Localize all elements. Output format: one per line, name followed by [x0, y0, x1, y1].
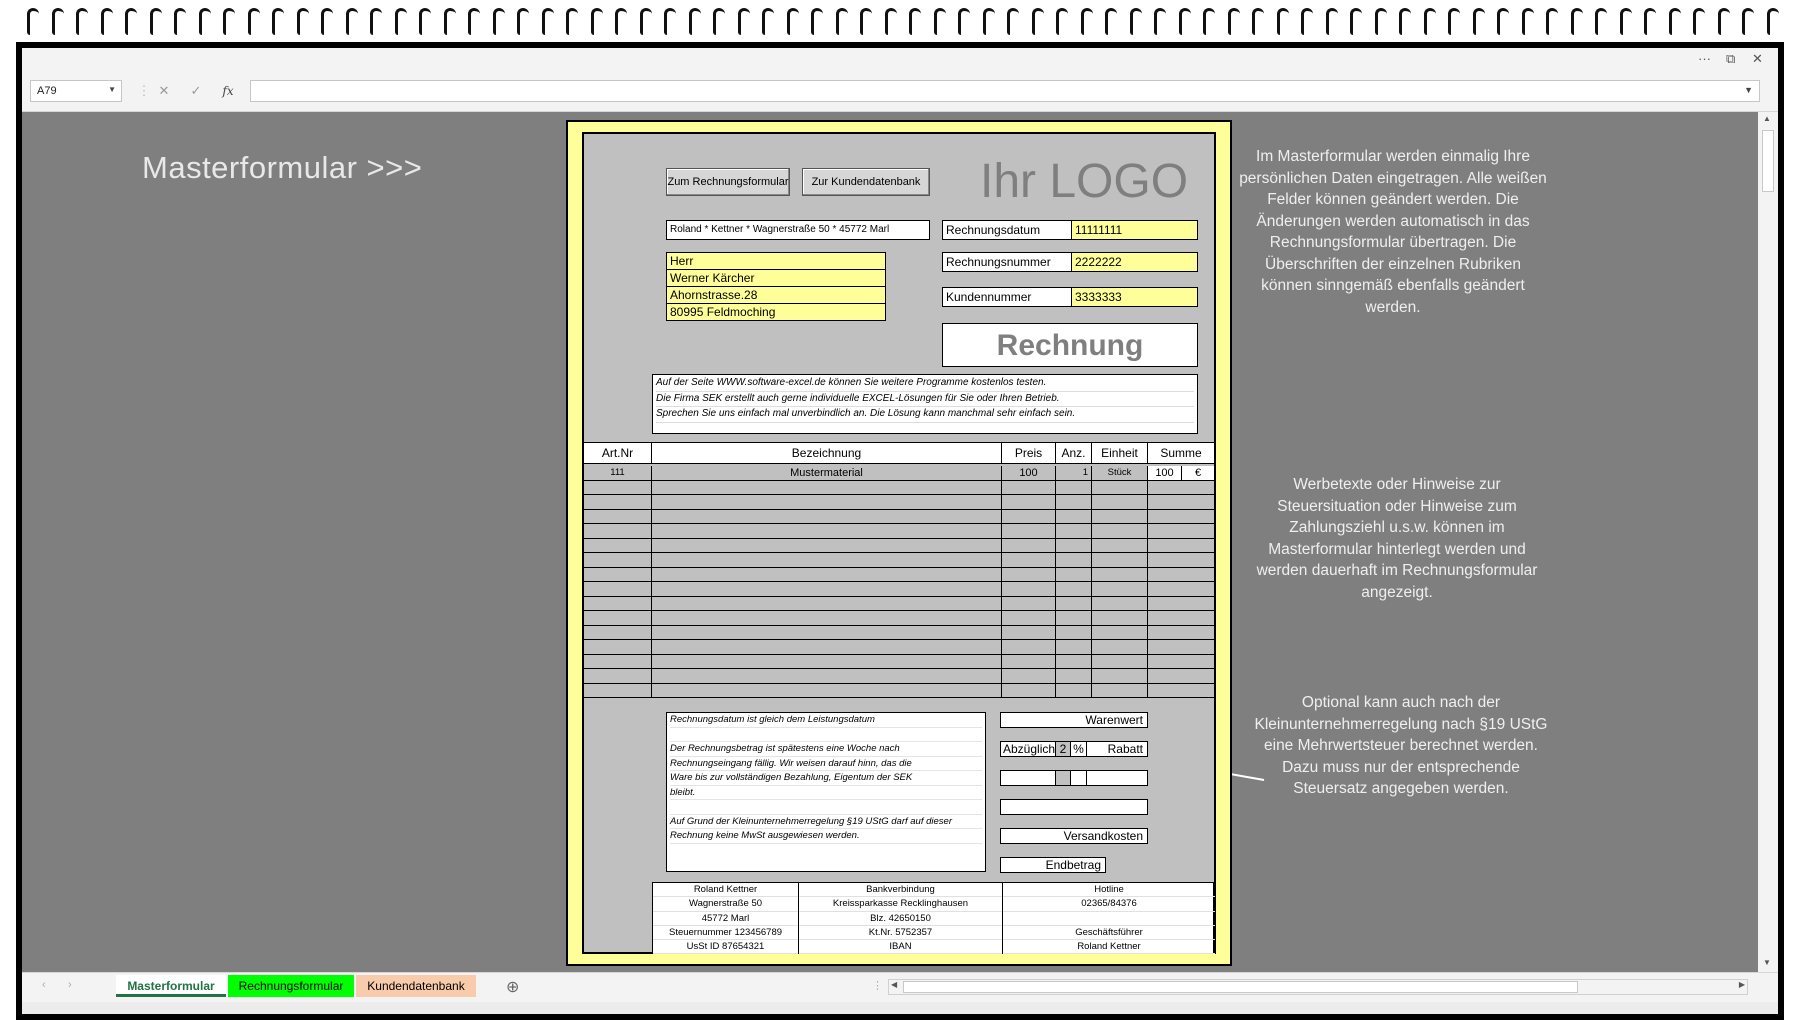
spiral-ring [1421, 6, 1433, 34]
drag-handle-icon: ⋮ [137, 83, 151, 98]
advert-line: Sprechen Sie uns einfach mal unverbindlich an. Die Lösung kann manchmal sehr einfach sein. [656, 407, 1194, 423]
table-cell[interactable] [1002, 684, 1056, 698]
table-cell[interactable] [584, 495, 652, 509]
spiral-ring [955, 6, 967, 34]
table-cell[interactable] [1092, 684, 1148, 698]
spiral-binding [0, 0, 1800, 40]
vat-percent-field[interactable] [1070, 770, 1087, 786]
table-row [584, 640, 1214, 655]
table-cell[interactable] [584, 626, 652, 640]
table-cell[interactable] [1002, 655, 1056, 669]
spiral-ring [1470, 6, 1482, 34]
footer-text: Wagnerstraße 50 [653, 897, 798, 911]
spiral-ring [171, 6, 183, 34]
percent-sign: % [1070, 741, 1087, 757]
table-cell[interactable] [1056, 553, 1092, 567]
expand-formula-icon[interactable]: ▼ [1744, 85, 1753, 95]
table-cell[interactable] [1092, 582, 1148, 596]
footer-text: UsSt ID 87654321 [653, 940, 798, 954]
table-cell[interactable] [1148, 597, 1214, 611]
table-cell[interactable] [652, 582, 1002, 596]
col-header-art-nr: Art.Nr [584, 443, 652, 463]
insert-function-icon[interactable]: fx [222, 84, 234, 98]
table-cell[interactable] [1002, 539, 1056, 553]
spiral-ring [1078, 6, 1090, 34]
vat-amount-field[interactable] [1086, 770, 1148, 786]
table-cell[interactable] [1092, 568, 1148, 582]
table-cell[interactable] [1056, 582, 1092, 596]
item-einheit[interactable]: Stück [1092, 466, 1148, 480]
table-cell[interactable] [1056, 568, 1092, 582]
table-cell[interactable] [1002, 495, 1056, 509]
table-cell[interactable] [652, 510, 1002, 524]
logo-placeholder: Ihr LOGO [980, 155, 1189, 208]
spiral-ring [882, 6, 894, 34]
spiral-ring [49, 6, 61, 34]
table-cell[interactable] [584, 481, 652, 495]
chevron-down-icon[interactable]: ▼ [108, 85, 116, 94]
items-table-body [584, 466, 1214, 696]
table-cell[interactable] [1002, 510, 1056, 524]
advert-line: Die Firma SEK erstellt auch gerne individuelle EXCEL-Lösungen für Sie oder Ihren Betrieb. [656, 392, 1194, 408]
spiral-ring [1225, 6, 1237, 34]
close-icon[interactable]: ✕ [1752, 51, 1763, 66]
table-cell[interactable] [1092, 524, 1148, 538]
spiral-ring [1004, 6, 1016, 34]
spiral-ring [465, 6, 477, 34]
table-row [584, 524, 1214, 539]
table-cell[interactable] [652, 597, 1002, 611]
table-cell[interactable] [1092, 539, 1148, 553]
spiral-ring [294, 6, 306, 34]
spiral-ring [416, 6, 428, 34]
table-cell[interactable] [652, 626, 1002, 640]
items-table-header [584, 442, 1214, 464]
spiral-ring [1151, 6, 1163, 34]
spiral-ring [1249, 6, 1261, 34]
condition-line: Rechnung keine MwSt ausgewiesen werden. [670, 829, 982, 844]
spiral-ring [857, 6, 869, 34]
spiral-ring [735, 6, 747, 34]
table-cell[interactable] [1092, 510, 1148, 524]
table-cell[interactable] [1092, 626, 1148, 640]
table-cell[interactable] [1148, 582, 1214, 596]
table-cell[interactable] [1056, 611, 1092, 625]
rabatt-label: Rabatt [1086, 741, 1148, 757]
condition-line: Rechnungsdatum ist gleich dem Leistungsdatum [670, 713, 982, 728]
condition-line [670, 800, 982, 815]
title-bar [22, 48, 1778, 72]
footer-text: Kreissparkasse Recklinghausen [799, 897, 1002, 911]
spiral-ring [1200, 6, 1212, 34]
horizontal-scroll-thumb[interactable] [903, 981, 1578, 993]
item-preis[interactable]: 100 [1002, 466, 1056, 480]
footer-hotline-column [1003, 883, 1215, 953]
table-cell[interactable] [584, 539, 652, 553]
vertical-scrollbar[interactable] [1758, 112, 1778, 972]
table-cell[interactable] [1092, 669, 1148, 683]
spiral-ring [73, 6, 85, 34]
table-cell[interactable] [1002, 626, 1056, 640]
item-summe: 100 [1148, 466, 1182, 480]
invoice-master-form [566, 120, 1232, 966]
spiral-ring [1053, 6, 1065, 34]
spiral-ring [1029, 6, 1041, 34]
table-row [584, 597, 1214, 612]
footer-text: Roland Kettner [1003, 940, 1215, 954]
footer-text: IBAN [799, 940, 1002, 954]
item-anz[interactable]: 1 [1056, 466, 1092, 480]
advert-text-box[interactable] [652, 374, 1198, 434]
name-box-value: A79 [37, 85, 57, 97]
table-cell[interactable] [1092, 553, 1148, 567]
table-cell[interactable] [584, 611, 652, 625]
table-cell[interactable] [1092, 640, 1148, 654]
table-cell[interactable] [584, 582, 652, 596]
table-cell[interactable] [652, 568, 1002, 582]
footer-text: Geschäftsführer [1003, 926, 1215, 940]
vat-label-field[interactable] [1000, 770, 1056, 786]
scroll-left-icon[interactable]: ◀ [891, 980, 898, 989]
spiral-ring [1592, 6, 1604, 34]
spiral-ring [1715, 6, 1727, 34]
table-cell[interactable] [584, 640, 652, 654]
table-cell[interactable] [584, 597, 652, 611]
table-cell[interactable] [1056, 539, 1092, 553]
item-art-nr[interactable]: 111 [584, 466, 652, 480]
table-cell[interactable] [1148, 553, 1214, 567]
table-cell[interactable] [1148, 655, 1214, 669]
condition-line: Der Rechnungsbetrag ist spätestens eine Woche nach [670, 742, 982, 757]
footer-text [1003, 912, 1215, 926]
table-cell[interactable] [584, 510, 652, 524]
restore-icon[interactable]: ⧉ [1726, 51, 1736, 66]
table-cell[interactable] [1002, 611, 1056, 625]
table-row [584, 481, 1214, 496]
versandkosten-label: Versandkosten [1000, 828, 1148, 844]
prev-sheet-icon[interactable]: ‹ [42, 979, 46, 991]
col-header-einheit: Einheit [1092, 443, 1148, 463]
spiral-ring [1617, 6, 1629, 34]
spiral-ring [98, 6, 110, 34]
tab-split-handle-icon[interactable]: ⋮ [872, 980, 883, 992]
more-options-icon[interactable]: ··· [1698, 51, 1711, 66]
spiral-ring [1519, 6, 1531, 34]
table-cell[interactable] [1002, 481, 1056, 495]
recipient-salutation[interactable]: Herr [666, 252, 886, 270]
invoice-form-body [582, 132, 1216, 954]
footer-address-column [653, 883, 799, 953]
note-personal-data: Im Masterformular werden einmalig Ihre persönlichen Daten eingetragen. Alle weißen Felder können geändert werden. Die Änderungen werden automatisch in das Rechnungsformular übertragen. Die Überschriften der einzelnen Rubriken können sinngemäß ebenfalls geändert werden. [1239, 148, 1547, 316]
table-cell[interactable] [652, 553, 1002, 567]
col-header-summe: Summe [1160, 446, 1202, 460]
table-cell[interactable] [1002, 669, 1056, 683]
table-cell[interactable] [652, 655, 1002, 669]
abzueglich-label: Abzüglich [1000, 741, 1056, 757]
table-row [584, 655, 1214, 670]
spiral-ring [686, 6, 698, 34]
invoice-number-value[interactable]: 2222222 [1071, 252, 1198, 272]
table-cell[interactable] [1148, 626, 1214, 640]
spiral-ring [1298, 6, 1310, 34]
table-cell[interactable] [652, 495, 1002, 509]
condition-line: Rechnungseingang fällig. Wir weisen darauf hinn, das die [670, 757, 982, 772]
spiral-ring [1323, 6, 1335, 34]
table-row [584, 466, 1214, 481]
spiral-ring [1494, 6, 1506, 34]
table-cell[interactable] [584, 553, 652, 567]
vat-rate-field[interactable] [1055, 770, 1071, 786]
name-box[interactable] [30, 80, 122, 102]
table-cell[interactable] [652, 524, 1002, 538]
spiral-ring [1641, 6, 1653, 34]
table-cell[interactable] [1056, 640, 1092, 654]
table-cell[interactable] [1148, 611, 1214, 625]
worksheet-area[interactable] [22, 112, 1758, 972]
table-cell[interactable] [652, 684, 1002, 698]
table-cell[interactable] [1002, 524, 1056, 538]
excel-window [16, 42, 1784, 1020]
spiral-ring [24, 6, 36, 34]
spiral-ring [441, 6, 453, 34]
condition-line: Ware bis zur vollständigen Bezahlung, Eigentum der SEK [670, 771, 982, 786]
table-cell[interactable] [584, 655, 652, 669]
table-cell[interactable] [1002, 597, 1056, 611]
spiral-ring [612, 6, 624, 34]
footer-text: 02365/84376 [1003, 897, 1215, 911]
subtotal-field[interactable] [1000, 799, 1148, 815]
spiral-ring [392, 6, 404, 34]
footer-text: Steuernummer 123456789 [653, 926, 798, 940]
table-cell[interactable] [584, 568, 652, 582]
table-cell[interactable] [1056, 481, 1092, 495]
conditions-text-box[interactable] [666, 712, 986, 872]
invoice-heading: Rechnung [942, 323, 1198, 367]
item-bezeichnung[interactable]: Mustermaterial [652, 466, 1002, 480]
spiral-ring [710, 6, 722, 34]
scroll-up-icon[interactable]: ▲ [1763, 114, 1771, 123]
sheet-title: Masterformular >>> [142, 150, 423, 185]
table-cell[interactable] [1148, 481, 1214, 495]
spiral-ring [1445, 6, 1457, 34]
table-cell[interactable] [1092, 481, 1148, 495]
cancel-icon[interactable]: ✕ [158, 83, 170, 98]
table-cell[interactable] [584, 524, 652, 538]
note-tax: Optional kann auch nach der Kleinunternehmerregelung nach §19 UStG eine Mehrwertsteuer berechnet werden. Dazu muss nur der entsprechende Steuersatz angegeben werden. [1254, 694, 1548, 797]
table-row [584, 568, 1214, 583]
spiral-ring [1739, 6, 1751, 34]
spiral-ring [1543, 6, 1555, 34]
spiral-ring [588, 6, 600, 34]
table-cell[interactable] [584, 669, 652, 683]
spiral-ring [784, 6, 796, 34]
table-cell[interactable] [1092, 597, 1148, 611]
spiral-ring [318, 6, 330, 34]
spiral-ring [196, 6, 208, 34]
table-cell[interactable] [1056, 524, 1092, 538]
table-cell[interactable] [1056, 684, 1092, 698]
table-cell[interactable] [1056, 669, 1092, 683]
table-cell[interactable] [1148, 524, 1214, 538]
spiral-ring [147, 6, 159, 34]
footer-text: Roland Kettner [653, 883, 798, 897]
footer-text: 45772 Marl [653, 912, 798, 926]
table-cell[interactable] [1056, 510, 1092, 524]
footer-bank-column [799, 883, 1003, 953]
spiral-ring [220, 6, 232, 34]
table-cell[interactable] [652, 611, 1002, 625]
spiral-ring [1274, 6, 1286, 34]
discount-value[interactable]: 2 [1055, 741, 1071, 757]
table-row [584, 669, 1214, 684]
table-cell[interactable] [1148, 495, 1214, 509]
horizontal-scrollbar[interactable] [888, 979, 1748, 995]
endbetrag-label: Endbetrag [1000, 857, 1106, 873]
footer-company-info [652, 882, 1214, 954]
table-cell[interactable] [652, 481, 1002, 495]
spiral-ring [367, 6, 379, 34]
recipient-city[interactable]: 80995 Feldmoching [666, 303, 886, 321]
recipient-name[interactable]: Werner Kärcher [666, 269, 886, 287]
spiral-ring [1102, 6, 1114, 34]
spiral-ring [906, 6, 918, 34]
table-row [584, 495, 1214, 510]
item-currency: € [1182, 466, 1214, 480]
spiral-ring [1347, 6, 1359, 34]
customer-number-value[interactable]: 3333333 [1071, 287, 1198, 307]
spiral-ring [1176, 6, 1188, 34]
spiral-ring [245, 6, 257, 34]
next-sheet-icon[interactable]: › [68, 979, 72, 991]
spiral-ring [1127, 6, 1139, 34]
table-cell[interactable] [1002, 582, 1056, 596]
table-cell[interactable] [1002, 553, 1056, 567]
spiral-ring [490, 6, 502, 34]
spiral-ring [1764, 6, 1776, 34]
formula-input[interactable] [250, 80, 1760, 102]
vertical-scroll-thumb[interactable] [1762, 130, 1774, 192]
tab-kundendatenbank[interactable]: Kundendatenbank [356, 975, 476, 997]
col-header-preis: Preis [1002, 443, 1056, 463]
condition-line: Auf Grund der Kleinunternehmerregelung §19 UStG darf auf dieser [670, 815, 982, 830]
table-row [584, 553, 1214, 568]
spiral-ring [637, 6, 649, 34]
recipient-street[interactable]: Ahornstrasse.28 [666, 286, 886, 304]
scroll-down-icon[interactable]: ▼ [1763, 958, 1771, 967]
col-header-anz: Anz. [1056, 443, 1092, 463]
spiral-ring [1690, 6, 1702, 34]
condition-line: bleibt. [670, 786, 982, 801]
footer-text: Blz. 42650150 [799, 912, 1002, 926]
invoice-date-value[interactable]: 11111111 [1071, 220, 1198, 240]
table-cell[interactable] [1148, 568, 1214, 582]
table-cell[interactable] [1148, 510, 1214, 524]
table-cell[interactable] [1002, 568, 1056, 582]
spiral-ring [833, 6, 845, 34]
table-row [584, 626, 1214, 641]
spiral-ring [539, 6, 551, 34]
table-cell[interactable] [1092, 611, 1148, 625]
invoice-number-label: Rechnungsnummer [942, 252, 1072, 272]
table-cell[interactable] [1148, 539, 1214, 553]
table-cell[interactable] [1056, 495, 1092, 509]
spiral-ring [1568, 6, 1580, 34]
col-header-bezeichnung: Bezeichnung [652, 443, 1002, 463]
table-cell[interactable] [1056, 626, 1092, 640]
table-cell[interactable] [1092, 655, 1148, 669]
spiral-ring [931, 6, 943, 34]
footer-text: Kt.Nr. 5752357 [799, 926, 1002, 940]
table-cell[interactable] [1056, 655, 1092, 669]
spiral-ring [661, 6, 673, 34]
spiral-ring [759, 6, 771, 34]
spiral-ring [1666, 6, 1678, 34]
advert-line: Auf der Seite WWW.software-excel.de können Sie weitere Programme kostenlos testen. [656, 376, 1194, 392]
sheet-tab-bar [22, 972, 1778, 1002]
enter-icon[interactable]: ✓ [190, 83, 202, 98]
scroll-right-icon[interactable]: ▶ [1738, 980, 1745, 989]
formula-bar [22, 72, 1778, 112]
invoice-date-label: Rechnungsdatum [942, 220, 1072, 240]
note-advert-text: Werbetexte oder Hinweise zur Steuersituation oder Hinweise zum Zahlungsziehl u.s.w. können im Masterformular hinterlegt werden und werden dauerhaft im Rechnungsformular angezeigt. [1256, 476, 1538, 601]
table-cell[interactable] [1148, 669, 1214, 683]
spiral-ring [563, 6, 575, 34]
spiral-ring [122, 6, 134, 34]
condition-line [670, 728, 982, 743]
table-cell[interactable] [652, 539, 1002, 553]
footer-text: Bankverbindung [799, 883, 1002, 897]
table-cell[interactable] [652, 669, 1002, 683]
spiral-ring [1372, 6, 1384, 34]
footer-text: Hotline [1003, 883, 1215, 897]
spiral-ring [269, 6, 281, 34]
customer-number-label: Kundennummer [942, 287, 1072, 307]
spiral-ring [980, 6, 992, 34]
goto-invoice-form-button[interactable]: Zum Rechnungsformular [666, 168, 790, 196]
table-cell[interactable] [1056, 597, 1092, 611]
table-cell[interactable] [1148, 640, 1214, 654]
table-row [584, 684, 1214, 699]
spiral-ring [1396, 6, 1408, 34]
spiral-ring [808, 6, 820, 34]
table-row [584, 611, 1214, 626]
sender-line-field[interactable]: Roland * Kettner * Wagnerstraße 50 * 45772 Marl [666, 220, 930, 240]
table-row [584, 582, 1214, 597]
spiral-ring [343, 6, 355, 34]
goto-customer-db-button[interactable]: Zur Kundendatenbank [802, 168, 930, 196]
table-cell[interactable] [1092, 495, 1148, 509]
table-cell[interactable] [1002, 640, 1056, 654]
table-row [584, 510, 1214, 525]
tab-masterformular[interactable]: Masterformular [116, 975, 226, 997]
table-cell[interactable] [584, 684, 652, 698]
warenwert-label: Warenwert [1000, 712, 1148, 728]
table-cell[interactable] [1148, 684, 1214, 698]
table-cell[interactable] [652, 640, 1002, 654]
tab-rechnungsformular[interactable]: Rechnungsformular [228, 975, 354, 997]
table-row [584, 539, 1214, 554]
add-sheet-icon[interactable]: ⊕ [506, 979, 520, 996]
spiral-ring [514, 6, 526, 34]
